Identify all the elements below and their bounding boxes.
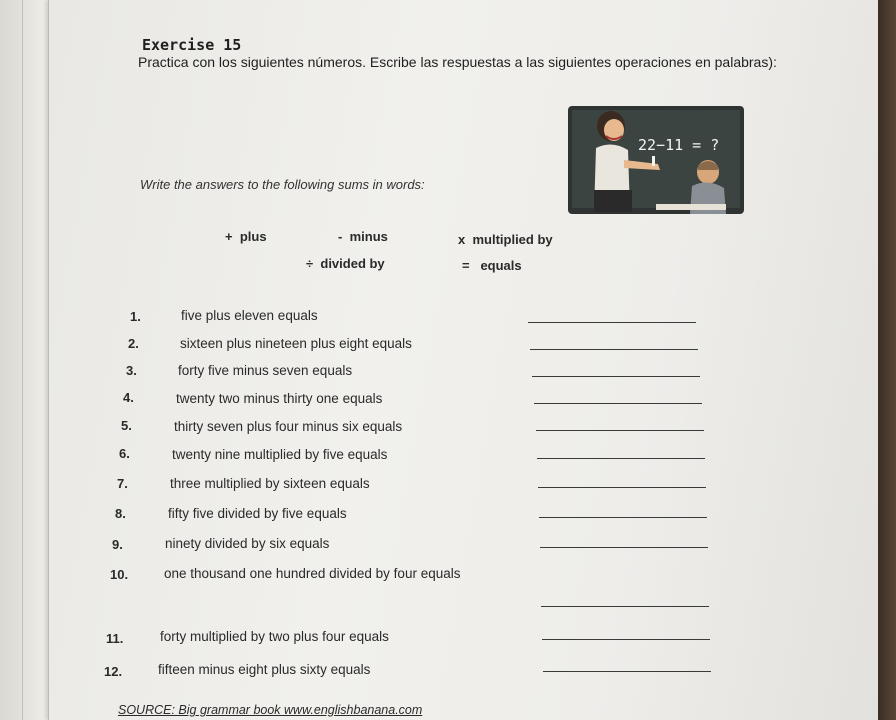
question-text: fifty five divided by five equals xyxy=(168,506,347,521)
question-number: 10. xyxy=(110,567,129,582)
answer-blank xyxy=(536,430,704,431)
question-text: five plus eleven equals xyxy=(181,308,318,323)
question-text: ninety divided by six equals xyxy=(165,536,330,551)
question-text: twenty nine multiplied by five equals xyxy=(172,447,388,462)
answer-blank xyxy=(532,376,700,377)
operator-divided-by: ÷ divided by xyxy=(306,256,385,271)
answer-blank xyxy=(528,322,696,323)
answer-blank xyxy=(537,458,705,459)
question-text: three multiplied by sixteen equals xyxy=(170,476,370,491)
question-text: one thousand one hundred divided by four equals xyxy=(164,566,461,581)
question-number: 4. xyxy=(123,390,134,405)
instruction-spanish: Practica con los siguientes números. Escribe las respuestas a las siguientes operaciones en palabras): xyxy=(138,54,777,70)
question-number: 6. xyxy=(119,446,130,461)
question-number: 5. xyxy=(121,418,132,433)
answer-blank xyxy=(540,547,708,548)
exercise-title: Exercise 15 xyxy=(142,36,242,54)
instruction-english: Write the answers to the following sums in words: xyxy=(140,177,425,192)
question-text: sixteen plus nineteen plus eight equals xyxy=(180,336,412,351)
answer-blank xyxy=(541,606,709,607)
question-text: twenty two minus thirty one equals xyxy=(176,391,383,406)
answer-blank xyxy=(539,517,707,518)
question-number: 7. xyxy=(117,476,128,491)
question-text: forty multiplied by two plus four equals xyxy=(160,629,389,644)
operator-minus: - minus xyxy=(338,229,388,244)
operator-multiplied-by: x multiplied by xyxy=(458,232,553,247)
question-number: 1. xyxy=(130,309,141,324)
source-credit: SOURCE: Big grammar book www.englishbanana.com xyxy=(118,703,423,717)
operator-equals: = equals xyxy=(462,258,522,273)
teacher-chalkboard-illustration xyxy=(566,100,746,220)
question-number: 9. xyxy=(112,537,123,552)
answer-blank xyxy=(543,671,711,672)
question-number: 3. xyxy=(126,363,137,378)
question-number: 8. xyxy=(115,506,126,521)
question-text: thirty seven plus four minus six equals xyxy=(174,419,403,434)
question-number: 11. xyxy=(106,631,124,646)
chalkboard-equation: 22−11 = ? xyxy=(638,136,720,154)
answer-blank xyxy=(542,639,710,640)
worksheet-page xyxy=(48,0,879,720)
answer-blank xyxy=(530,349,698,350)
question-text: fifteen minus eight plus sixty equals xyxy=(158,662,371,677)
table-edge xyxy=(878,0,896,720)
answer-blank xyxy=(534,403,702,404)
question-number: 12. xyxy=(104,664,123,679)
question-number: 2. xyxy=(128,336,139,351)
operator-plus: + plus xyxy=(225,229,267,244)
answer-blank xyxy=(538,487,706,488)
question-text: forty five minus seven equals xyxy=(178,363,353,378)
